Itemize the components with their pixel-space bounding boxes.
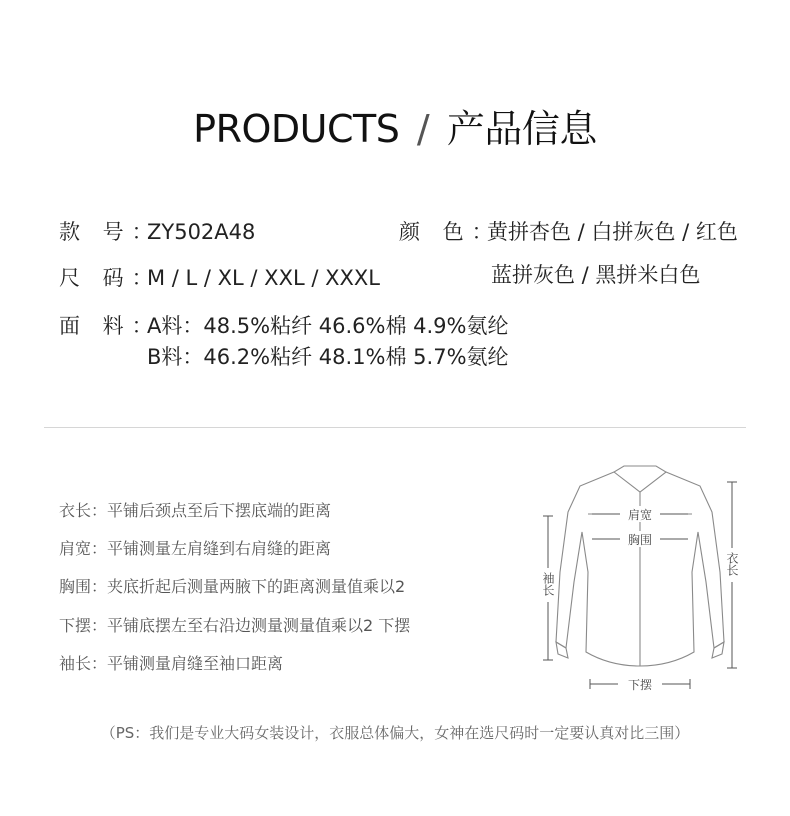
- title-en: PRODUCTS: [193, 107, 400, 151]
- label-chest: 胸围: [627, 533, 653, 547]
- spec-sleeve: 袖长：平铺测量肩缝至袖口距离: [59, 654, 284, 673]
- color-row-2: [491, 259, 700, 289]
- label-sleeve: 袖长: [541, 572, 555, 596]
- spec-length: 衣长：平铺后颈点至后下摆底端的距离: [59, 501, 332, 520]
- label-hem: 下摆: [627, 678, 653, 692]
- size-label: 尺 码：: [59, 266, 161, 290]
- fabric-label: 面 料：: [59, 314, 161, 338]
- size-row: [59, 262, 380, 292]
- fabric-b-row: [147, 341, 509, 371]
- label-shoulder: 肩宽: [627, 508, 653, 522]
- title-cn: 产品信息: [446, 107, 597, 151]
- spec-chest: 胸围：夹底折起后测量两腋下的距离测量值乘以2: [59, 577, 406, 596]
- label-length: 衣长: [725, 552, 739, 576]
- shirt-sketch: [556, 466, 724, 666]
- style-number-label: 款 号：: [59, 220, 161, 244]
- style-number-value: ZY502A48: [147, 220, 256, 244]
- page-title: [0, 98, 790, 153]
- color-value-1: 黄拼杏色 / 白拼灰色 / 红色: [487, 220, 738, 244]
- fabric-row: [59, 310, 509, 340]
- color-row: [399, 216, 738, 246]
- color-value-2: 蓝拼灰色 / 黑拼米白色: [491, 263, 701, 287]
- sizing-note: （PS：我们是专业大码女装设计，衣服总体偏大，女神在选尺码时一定要认真对比三围）: [100, 724, 690, 742]
- section-divider: [44, 427, 746, 428]
- fabric-b-value: B料：46.2%粘纤 48.1%棉 5.7%氨纶: [147, 345, 509, 369]
- style-number-row: [59, 216, 255, 246]
- size-value: M / L / XL / XXL / XXXL: [147, 266, 380, 290]
- shirt-measurement-diagram: [530, 452, 750, 704]
- title-separator: /: [416, 107, 430, 151]
- color-label: 颜 色：: [399, 220, 501, 244]
- spec-hem: 下摆：平铺底摆左至右沿边测量测量值乘以2 下摆: [59, 616, 411, 635]
- spec-shoulder: 肩宽：平铺测量左肩缝到右肩缝的距离: [59, 539, 332, 558]
- fabric-a-value: A料：48.5%粘纤 46.6%棉 4.9%氨纶: [147, 314, 509, 338]
